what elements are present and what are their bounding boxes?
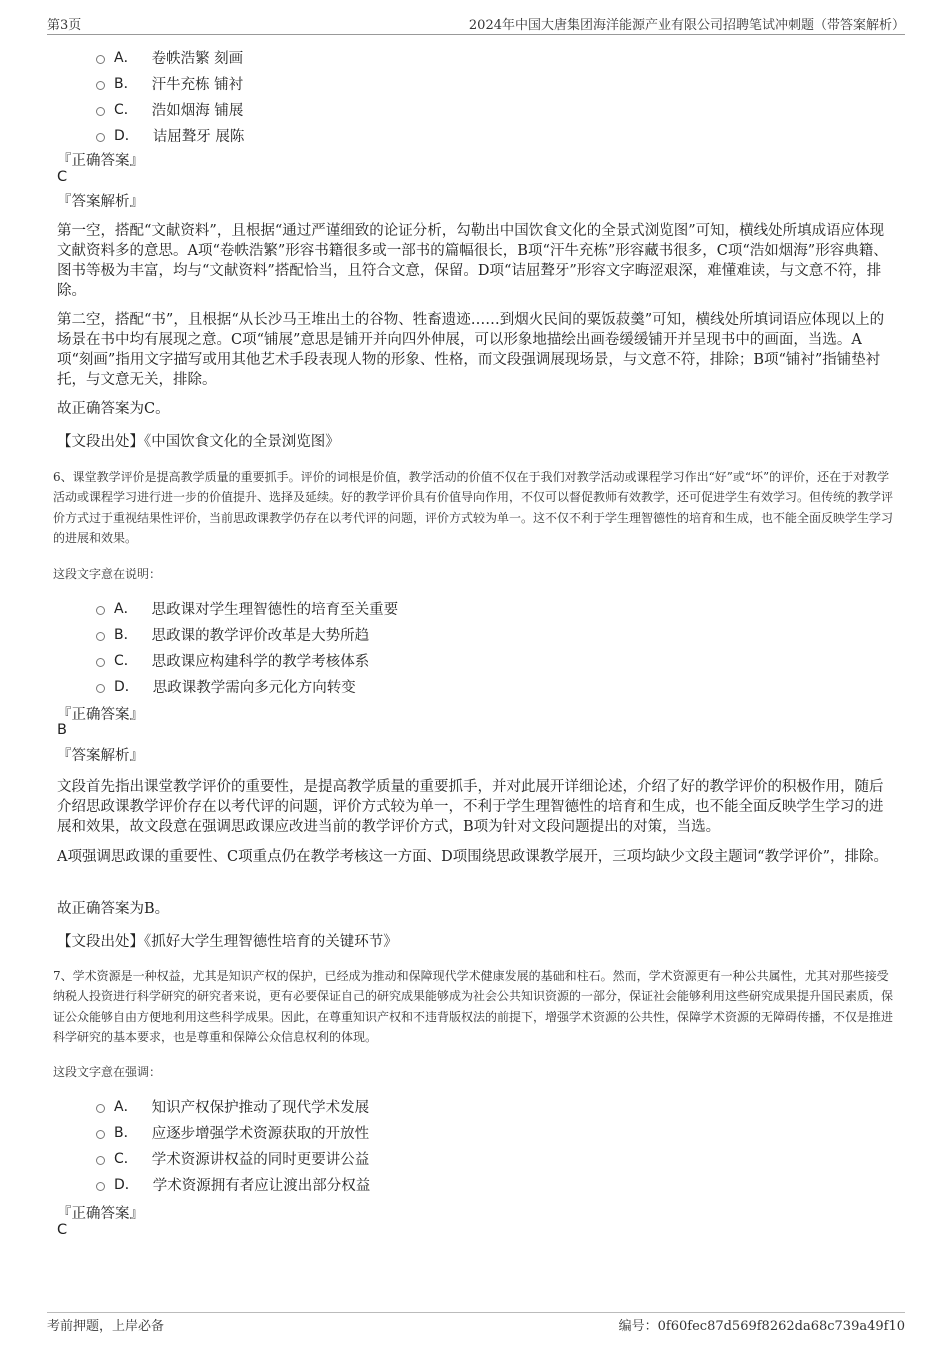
q7-answer-label: 『正确答案』 [57,1206,144,1222]
q7-option-d[interactable]: D． 学术资源拥有者应让渡出部分权益 [96,1171,370,1197]
q5-source: 【文段出处】《中国饮食文化的全景浏览图》 [57,434,340,450]
q6-option-b[interactable]: B． 思政课的教学评价改革是大势所趋 [96,621,398,647]
q5-analysis-label: 『答案解析』 [57,194,144,210]
q6-option-c[interactable]: C． 思政课应构建科学的教学考核体系 [96,647,398,673]
page-header [47,14,905,35]
q7-option-a[interactable]: A． 知识产权保护推动了现代学术发展 [96,1093,370,1119]
q6-answer: B [57,722,67,738]
footer-slogan: 考前押题，上岸必备 [47,1319,165,1334]
q7-option-b[interactable]: B． 应逐步增强学术资源获取的开放性 [96,1119,370,1145]
q6-option-d[interactable]: D． 思政课教学需向多元化方向转变 [96,673,398,699]
q6-option-a[interactable]: A． 思政课对学生理智德性的培育至关重要 [96,595,398,621]
radio-icon[interactable] [96,606,105,615]
q6-prompt: 这段文字意在说明： [53,567,162,581]
q5-option-d[interactable]: D． 诘屈聱牙 展陈 [96,122,244,148]
page-footer [47,1312,905,1334]
radio-icon[interactable] [96,658,105,667]
radio-icon[interactable] [96,81,105,90]
q6-analysis-label: 『答案解析』 [57,748,144,764]
q6-stem: 6、课堂教学评价是提高教学质量的重要抓手。评价的词根是价值，教学活动的价值不仅在于我们对教学活动或课程学习作出“好”或“坏”的评价，还在于对教学活动或课程学习进行进一步的价值提升、选择及延续。好的教学评价具有价值导向作用，不仅可以督促教师有效教学，还可促进学生有效学习。但传统的教学评价方式过于重视结果性评价，当前思政课教学仍存在以考代评的问题，评价方式较为单一。这不仅不利于学生理智德性的培育和生成，也不能全面反映学生学习的进展和效果。 [53,470,894,545]
page-number: 第3页 [47,18,82,33]
q5-option-c[interactable]: C． 浩如烟海 铺展 [96,96,244,122]
radio-icon[interactable] [96,1130,105,1139]
q7-stem: 7、学术资源是一种权益，尤其是知识产权的保护，已经成为推动和保障现代学术健康发展的基础和柱石。然而，学术资源更有一种公共属性，尤其对那些接受纳税人投资进行科学研究的研究者来说，更有必要保证自己的研究成果能够成为社会公共知识资源的一部分，保证社会能够利用这些研究成果提升国民素质，保证公众能够自由方便地利用这些科学成果。因此，在尊重知识产权和不违背版权法的前提下，增强学术资源的公共性，保障学术资源的无障碍传播，不仅是推进科学研究的基本要求，也是尊重和保障公众信息权利的体现。 [53,969,894,1044]
q7-prompt: 这段文字意在强调： [53,1065,162,1079]
q6-analysis-conclusion: 故正确答案为B。 [57,901,170,917]
q7-answer: C [57,1222,68,1238]
q6-source: 【文段出处】《抓好大学生理智德性培育的关键环节》 [57,934,398,950]
q5-analysis-p1: 第一空，搭配“文献资料”，且根据“通过严谨细致的论证分析，勾勒出中国饮食文化的全景式浏览图”可知，横线处所填成语应体现文献资料多的意思。A项“卷帙浩繁”形容书籍很多或一部书的篇幅很长，B项“汗牛充栋”形容藏书很多，C项“浩如烟海”形容典籍、图书等极为丰富，均与“文献资料”搭配恰当，且符合文意，保留。D项“诘屈聱牙”形容文字晦涩艰深，难懂难读，与文意不符，排除。 [57,223,888,299]
q5-option-a[interactable]: A． 卷帙浩繁 刻画 [96,44,244,70]
q5-analysis-conclusion: 故正确答案为C。 [57,401,170,417]
q5-answer-label: 『正确答案』 [57,153,144,169]
q6-answer-label: 『正确答案』 [57,707,144,723]
q5-answer: C [57,169,68,185]
radio-icon[interactable] [96,107,105,116]
radio-icon[interactable] [96,133,105,142]
q5-options [96,44,244,148]
document-title: 2024年中国大唐集团海洋能源产业有限公司招聘笔试冲刺题（带答案解析） [468,18,905,33]
q6-analysis-p1: 文段首先指出课堂教学评价的重要性，是提高教学质量的重要抓手，并对此展开详细论述，介绍了好的教学评价的积极作用，随后介绍思政课教学评价存在以考代评的问题，评价方式较为单一，不利于学生理智德性的培育和生成，也不能全面反映学生学习的进展和效果，故文段意在强调思政课应改进当前的教学评价方式，B项为针对文段问题提出的对策，当选。 [57,779,884,835]
radio-icon[interactable] [96,1182,105,1191]
radio-icon[interactable] [96,684,105,693]
q6-options [96,595,398,699]
radio-icon[interactable] [96,1104,105,1113]
q7-option-c[interactable]: C． 学术资源讲权益的同时更要讲公益 [96,1145,370,1171]
document-code: 编号：0f60fec87d569f8262da68c739a49f10 [618,1319,905,1334]
q5-option-b[interactable]: B． 汗牛充栋 铺衬 [96,70,244,96]
q7-options [96,1093,370,1197]
radio-icon[interactable] [96,632,105,641]
q6-analysis-p2: A项强调思政课的重要性、C项重点仍在教学考核这一方面、D项围绕思政课教学展开，三项均缺少文段主题词“教学评价”，排除。 [57,849,889,865]
radio-icon[interactable] [96,1156,105,1165]
radio-icon[interactable] [96,55,105,64]
q5-analysis-p2: 第二空，搭配“书”，且根据“从长沙马王堆出土的谷物、牲畜遗迹……到烟火民间的粟饭菽羹”可知，横线处所填词语应体现以上的场景在书中均有展现之意。C项“铺展”意思是铺开并向四外伸展，可以形象地描绘出画卷缓缓铺开并呈现书中的画面，当选。A项“刻画”指用文字描写或用其他艺术手段表现人物的形象、性格，而文段强调展现场景，与文意不符，排除；B项“铺衬”指铺垫衬托，与文意无关，排除。 [57,312,885,388]
